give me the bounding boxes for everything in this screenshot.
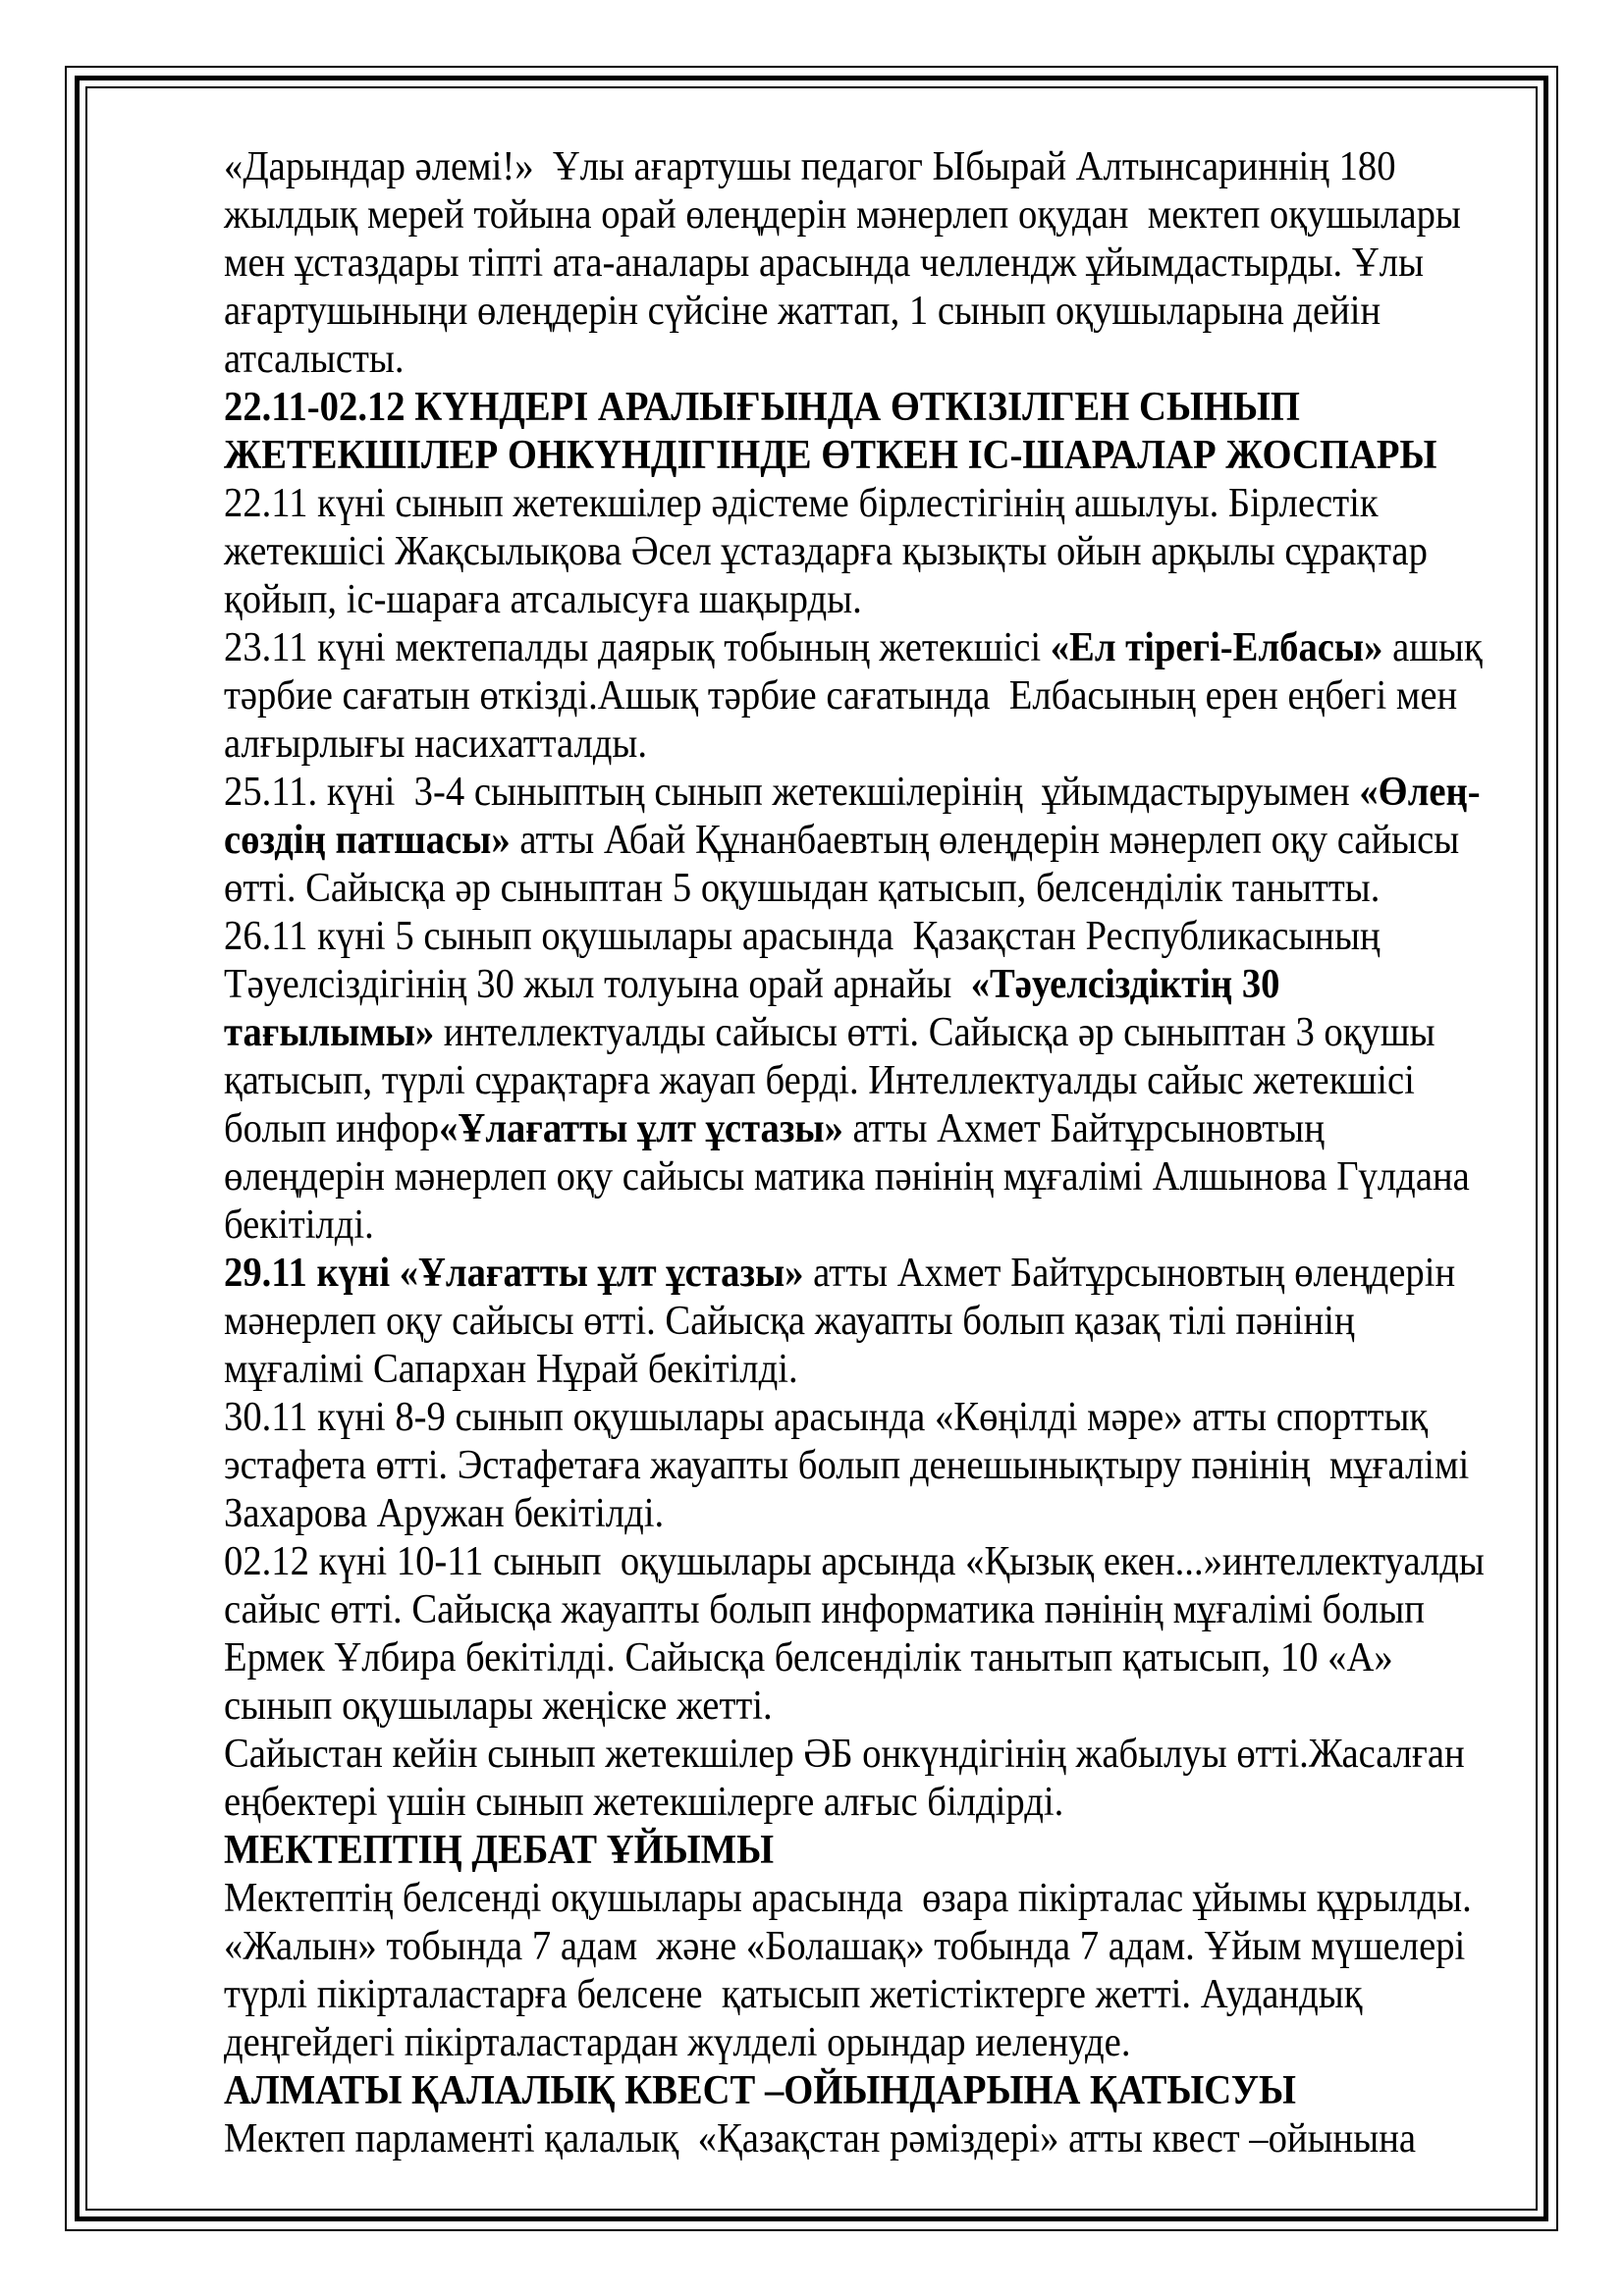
text-line — [224, 721, 1536, 769]
text-segment: түрлі пікірталастарға белсене қатысып жетістіктерге жетті. Аудандық — [224, 1972, 1363, 2017]
page-border-frame-inner — [85, 86, 1538, 2211]
text-segment: өлеңдерін мәнерлеп оқу сайысы матика пәнінің мұғалімі Алшынова Гүлдана — [224, 1154, 1470, 1200]
text-segment: 25.11. күні 3-4 сыныптың сынып жетекшілерінің ұйымдастыруымен — [224, 770, 1360, 815]
text-line — [224, 528, 1536, 576]
text-segment: бекітілді. — [224, 1202, 374, 1248]
text-line — [224, 1827, 1536, 1875]
text-segment: 22.11 күні сынып жетекшілер әдістеме бірлестігінің ашылуы. Бірлестік — [224, 481, 1379, 526]
text-line — [224, 865, 1536, 913]
text-line — [224, 1779, 1536, 1827]
text-segment: алғырлығы насихатталды. — [224, 721, 648, 767]
text-line — [224, 1201, 1536, 1250]
page-border-frame-outer — [65, 66, 1558, 2231]
text-segment: қатысып, түрлі сұрақтарға жауап берді. Интеллектуалды сайыс жетекшісі — [224, 1058, 1415, 1103]
text-segment: мәнерлеп оқу сайысы өтті. Сайысқа жауапты болып қазақ тілі пәнінің — [224, 1299, 1355, 1344]
text-line — [224, 191, 1536, 240]
text-line — [224, 480, 1536, 528]
text-line — [224, 384, 1536, 432]
text-segment: мұғалімі Сапархан Нұрай бекітілді. — [224, 1347, 798, 1392]
text-line — [224, 1394, 1536, 1442]
text-line — [224, 1731, 1536, 1779]
bold-text-segment: сөздің патшасы» — [224, 818, 511, 863]
text-line — [224, 1490, 1536, 1538]
text-segment: мен ұстаздары тіпті ата-аналары арасында челлендж ұйымдастырды. Ұлы — [224, 240, 1425, 286]
text-segment: сайыс өтті. Сайысқа жауапты болып информатика пәнінің мұғалімі болып — [224, 1587, 1425, 1632]
bold-text-segment: «Өлең- — [1359, 770, 1481, 815]
text-segment: 30.11 күні 8-9 сынып оқушылары арасында «Көңілді мәре» атты спорттық — [224, 1395, 1429, 1440]
text-line — [224, 1923, 1536, 1971]
text-segment: Ермек Ұлбира бекітілді. Сайысқа белсенділік танытып қатысып, 10 «А» — [224, 1635, 1393, 1681]
text-segment: Мектептің белсенді оқушылары арасында өзара пікірталас ұйымы құрылды. — [224, 1876, 1472, 1921]
text-segment: «Дарындар әлемі!» Ұлы ағартушы педагог Ыбырай Алтынсариннің 180 — [224, 144, 1396, 189]
bold-text-segment: «Ел тірегі-Елбасы» — [1050, 625, 1383, 670]
text-line — [224, 961, 1536, 1009]
text-line — [224, 1442, 1536, 1490]
bold-text-segment: 29.11 күні «Ұлағатты ұлт ұстазы» — [224, 1251, 804, 1296]
text-segment: деңгейдегі пікірталастардан жүлделі орындар иеленуде. — [224, 2020, 1131, 2065]
text-line — [224, 143, 1536, 191]
text-segment: интеллектуалды сайысы өтті. Сайысқа әр сыныптан 3 оқушы — [434, 1010, 1435, 1055]
text-line — [224, 1634, 1536, 1682]
text-line — [224, 817, 1536, 865]
text-line — [224, 1153, 1536, 1201]
text-line — [224, 2067, 1536, 2115]
text-segment: тәрбие сағатын өткізді.Ашық тәрбие сағатында Елбасының ерен еңбегі мен — [224, 673, 1458, 719]
text-segment: Сайыстан кейін сынып жетекшілер ӘБ онкүндігінің жабылуы өтті.Жасалған — [224, 1732, 1465, 1777]
text-segment: атты Ахмет Байтұрсыновтың — [842, 1106, 1325, 1151]
text-segment: Мектеп парламенті қалалық «Қазақстан рәміздері» атты квест –ойынына — [224, 2116, 1417, 2162]
text-line — [224, 1009, 1536, 1057]
text-segment: ағартушыныңи өлеңдерін сүйсіне жаттап, 1 сынып оқушыларына дейін — [224, 289, 1381, 334]
text-line — [224, 2115, 1536, 2163]
text-line — [224, 1057, 1536, 1105]
text-line — [224, 1346, 1536, 1394]
document-text — [87, 88, 1536, 2209]
text-segment: атты Ахмет Байтұрсыновтың өлеңдерін — [803, 1251, 1456, 1296]
text-line — [224, 576, 1536, 624]
text-line — [224, 1682, 1536, 1731]
document-text-lines — [224, 143, 1536, 2163]
text-line — [224, 769, 1536, 817]
text-line — [224, 1538, 1536, 1586]
text-segment: 23.11 күні мектепалды даярық тобының жетекшісі — [224, 625, 1051, 670]
text-segment: сынып оқушылары жеңіске жетті. — [224, 1683, 773, 1729]
bold-text-segment: тағылымы» — [224, 1010, 435, 1055]
text-segment: жылдық мерей тойына орай өлеңдерін мәнерлеп оқудан мектеп оқушылары — [224, 192, 1461, 238]
text-line — [224, 1875, 1536, 1923]
text-line — [224, 1105, 1536, 1153]
text-line — [224, 336, 1536, 384]
bold-text-segment: МЕКТЕПТІҢ ДЕБАТ ҰЙЫМЫ — [224, 1828, 775, 1873]
text-segment: 26.11 күні 5 сынып оқушылары арасында Қазақстан Республикасының — [224, 914, 1380, 959]
bold-text-segment: 22.11-02.12 КҮНДЕРІ АРАЛЫҒЫНДА ӨТКІЗІЛГЕН СЫНЫП — [224, 385, 1300, 430]
text-segment: «Жалын» тобында 7 адам және «Болашақ» тобында 7 адам. Ұйым мүшелері — [224, 1924, 1466, 1969]
text-line — [224, 913, 1536, 961]
text-line — [224, 624, 1536, 672]
text-segment: Тәуелсіздігінің 30 жыл толуына орай арнайы — [224, 962, 971, 1007]
page-border-frame-middle — [75, 76, 1548, 2221]
text-line — [224, 288, 1536, 336]
text-segment: болып инфор — [224, 1106, 440, 1151]
text-line — [224, 1298, 1536, 1346]
text-segment: еңбектері үшін сынып жетекшілерге алғыс білдірді. — [224, 1780, 1064, 1825]
text-segment: Захарова Аружан бекітілді. — [224, 1491, 665, 1536]
text-line — [224, 672, 1536, 721]
text-line — [224, 1971, 1536, 2019]
text-segment: қойып, іс-шараға атсалысуға шақырды. — [224, 577, 862, 622]
text-segment: жетекшісі Жақсылықова Әсел ұстаздарға қызықты ойын арқылы сұрақтар — [224, 529, 1428, 574]
text-line — [224, 1250, 1536, 1298]
text-segment: атты Абай Құнанбаевтың өлеңдерін мәнерлеп оқу сайысы — [510, 818, 1460, 863]
bold-text-segment: АЛМАТЫ ҚАЛАЛЫҚ КВЕСТ –ОЙЫНДАРЫНА ҚАТЫСУЫ — [224, 2068, 1296, 2113]
bold-text-segment: «Тәуелсіздіктің 30 — [970, 962, 1280, 1007]
bold-text-segment: ЖЕТЕКШІЛЕР ОНКҮНДІГІНДЕ ӨТКЕН ІС-ШАРАЛАР ЖОСПАРЫ — [224, 433, 1437, 478]
text-segment: атсалысты. — [224, 337, 405, 382]
text-line — [224, 432, 1536, 480]
text-line — [224, 240, 1536, 288]
bold-text-segment: «Ұлағатты ұлт ұстазы» — [439, 1106, 843, 1151]
text-segment: өтті. Сайысқа әр сыныптан 5 оқушыдан қатысып, белсенділік танытты. — [224, 866, 1380, 911]
text-segment: ашық — [1382, 625, 1483, 670]
text-segment: 02.12 күні 10-11 сынып оқушылары арсында «Қызық екен...»интеллектуалды — [224, 1539, 1485, 1584]
text-line — [224, 1586, 1536, 1634]
text-segment: эстафета өтті. Эстафетаға жауапты болып денешынықтыру пәнінің мұғалімі — [224, 1443, 1470, 1488]
text-line — [224, 2019, 1536, 2067]
